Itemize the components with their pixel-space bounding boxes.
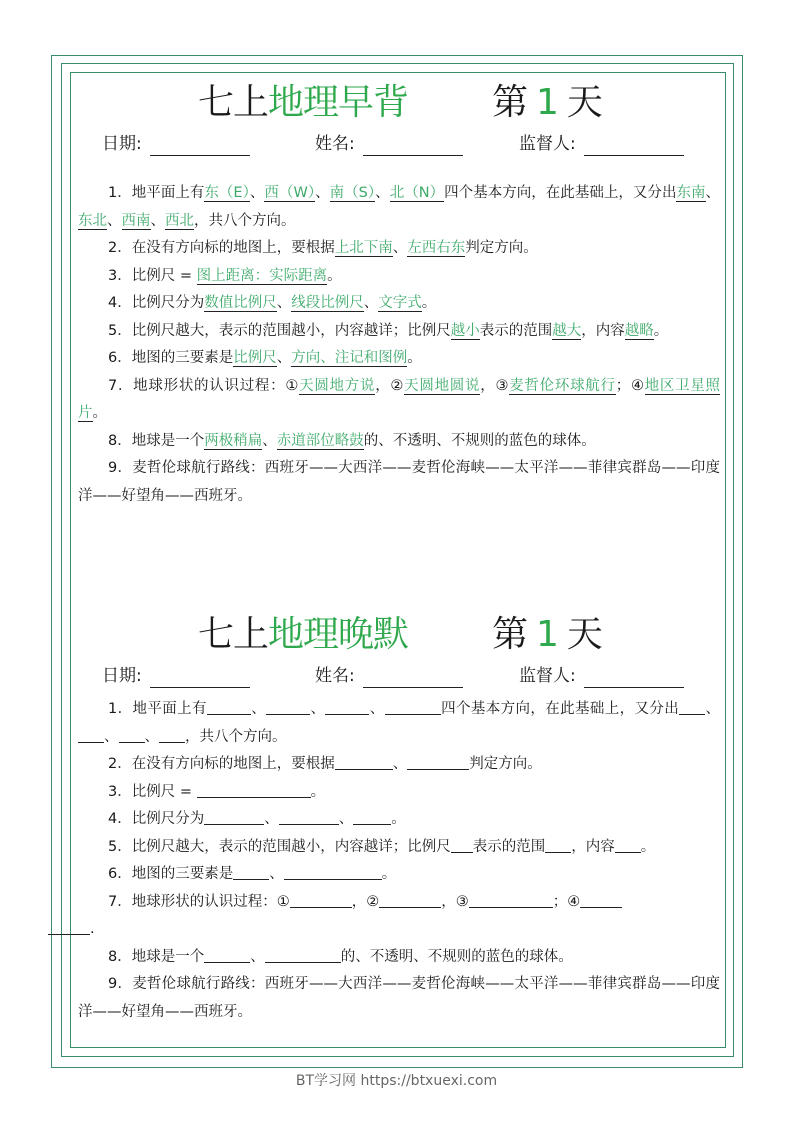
- fill-blank[interactable]: [159, 727, 185, 743]
- fill-blank[interactable]: [290, 892, 352, 908]
- fill-blank[interactable]: [265, 947, 341, 963]
- evening-title-row: [78, 610, 720, 664]
- fill-blank[interactable]: [119, 727, 145, 743]
- day-number: 1: [536, 82, 559, 123]
- name-blank[interactable]: [363, 136, 463, 156]
- morning-day-counter: 第 1 天: [492, 82, 603, 123]
- list-item: 5．比例尺越大，表示的范围越小，内容越详；比例尺越小表示的范围越大，内容越略。: [108, 322, 669, 339]
- day-number: 1: [536, 614, 559, 655]
- list-item: 9．麦哲伦球航行路线：西班牙——大西洋——麦哲伦海峡——太平洋——菲律宾群岛——印度洋——好望角——西班牙。: [78, 460, 720, 504]
- list-item: 4．比例尺分为 、 、 。: [108, 811, 406, 827]
- list-item: 2．在没有方向标的地图上，要根据 、 判定方向。: [108, 756, 542, 772]
- morning-items: [78, 180, 720, 510]
- fill-blank[interactable]: [204, 947, 250, 963]
- fill-blank[interactable]: [325, 699, 369, 715]
- supervisor-blank[interactable]: [584, 136, 684, 156]
- fill-blank[interactable]: [207, 699, 251, 715]
- name-field[interactable]: 姓名:: [315, 664, 463, 688]
- supervisor-field[interactable]: 监督人:: [519, 132, 684, 156]
- list-item: 5．比例尺越大，表示的范围越小，内容越详；比例尺 表示的范围 ，内容 。: [108, 838, 656, 855]
- date-blank[interactable]: [150, 668, 250, 688]
- fill-blank[interactable]: [335, 754, 393, 770]
- fill-blank[interactable]: [353, 809, 391, 825]
- list-item: 9．麦哲伦球航行路线：西班牙——大西洋——麦哲伦海峡——太平洋——菲律宾群岛——印度洋——好望角——西班牙。: [78, 976, 720, 1020]
- fill-blank[interactable]: [379, 892, 441, 908]
- list-item: 3．比例尺 = 。: [108, 783, 326, 800]
- list-item: 1．地平面上有东（E）、西（W）、南（S）、北（N）四个基本方向，在此基础上，又分出东南、东北、西南、西北，共八个方向。: [78, 185, 721, 229]
- list-item: 2．在没有方向标的地图上，要根据上北下南、左西右东判定方向。: [108, 240, 538, 256]
- fill-blank[interactable]: [266, 699, 310, 715]
- list-item: 6．地图的三要素是比例尺、方向、注记和图例。: [108, 350, 422, 366]
- fill-blank[interactable]: [197, 782, 311, 798]
- morning-title: 七上地理早背: [198, 82, 409, 123]
- date-field[interactable]: 日期:: [102, 132, 250, 156]
- list-item: 4．比例尺分为数值比例尺、线段比例尺、文字式。: [108, 295, 437, 311]
- morning-title-row: [78, 78, 720, 132]
- list-item: 7．地球形状的认识过程：① ，② ，③ ；④ .: [78, 889, 720, 944]
- supervisor-field[interactable]: 监督人:: [519, 664, 684, 688]
- name-field[interactable]: 姓名:: [315, 132, 463, 156]
- list-item: 6．地图的三要素是 、 。: [108, 866, 397, 882]
- fill-blank[interactable]: [679, 699, 705, 715]
- evening-items: [78, 696, 720, 1026]
- fill-blank[interactable]: [545, 837, 571, 853]
- fill-blank[interactable]: [233, 864, 269, 880]
- supervisor-blank[interactable]: [584, 668, 684, 688]
- fill-blank[interactable]: [284, 864, 382, 880]
- name-blank[interactable]: [363, 668, 463, 688]
- list-item: 3．比例尺 = 图上距离：实际距离。: [108, 267, 342, 284]
- fill-blank[interactable]: [279, 809, 339, 825]
- evening-info-row: [78, 664, 720, 694]
- fill-blank[interactable]: [451, 837, 473, 853]
- list-item: 8．地球是一个 、 的、不透明、不规则的蓝色的球体。: [108, 948, 573, 965]
- fill-blank[interactable]: [469, 892, 553, 908]
- list-item: 1．地平面上有 、 、 、 四个基本方向，在此基础上，又分出 、、 、 ，共八个方向。: [78, 696, 720, 751]
- footer-watermark: BT学习网 https://btxuexi.com: [295, 1073, 498, 1089]
- date-blank[interactable]: [150, 136, 250, 156]
- evening-section: [78, 610, 720, 1026]
- morning-section: [78, 78, 720, 510]
- list-item: 8．地球是一个两极稍扁、赤道部位略鼓的、不透明、不规则的蓝色的球体。: [108, 432, 596, 449]
- fill-blank[interactable]: [204, 809, 264, 825]
- fill-blank[interactable]: [385, 699, 441, 715]
- evening-title: 七上地理晚默: [198, 614, 409, 655]
- fill-blank[interactable]: [48, 919, 90, 935]
- list-item: 7．地球形状的认识过程：①天圆地方说，②天圆地圆说，③麦哲伦环球航行；④地区卫星照片。: [78, 377, 721, 421]
- date-field[interactable]: 日期:: [102, 664, 250, 688]
- morning-info-row: [78, 132, 720, 162]
- fill-blank[interactable]: [407, 754, 469, 770]
- fill-blank[interactable]: [615, 837, 641, 853]
- fill-blank[interactable]: [580, 892, 622, 908]
- evening-day-counter: 第 1 天: [492, 614, 603, 655]
- fill-blank[interactable]: [78, 727, 104, 743]
